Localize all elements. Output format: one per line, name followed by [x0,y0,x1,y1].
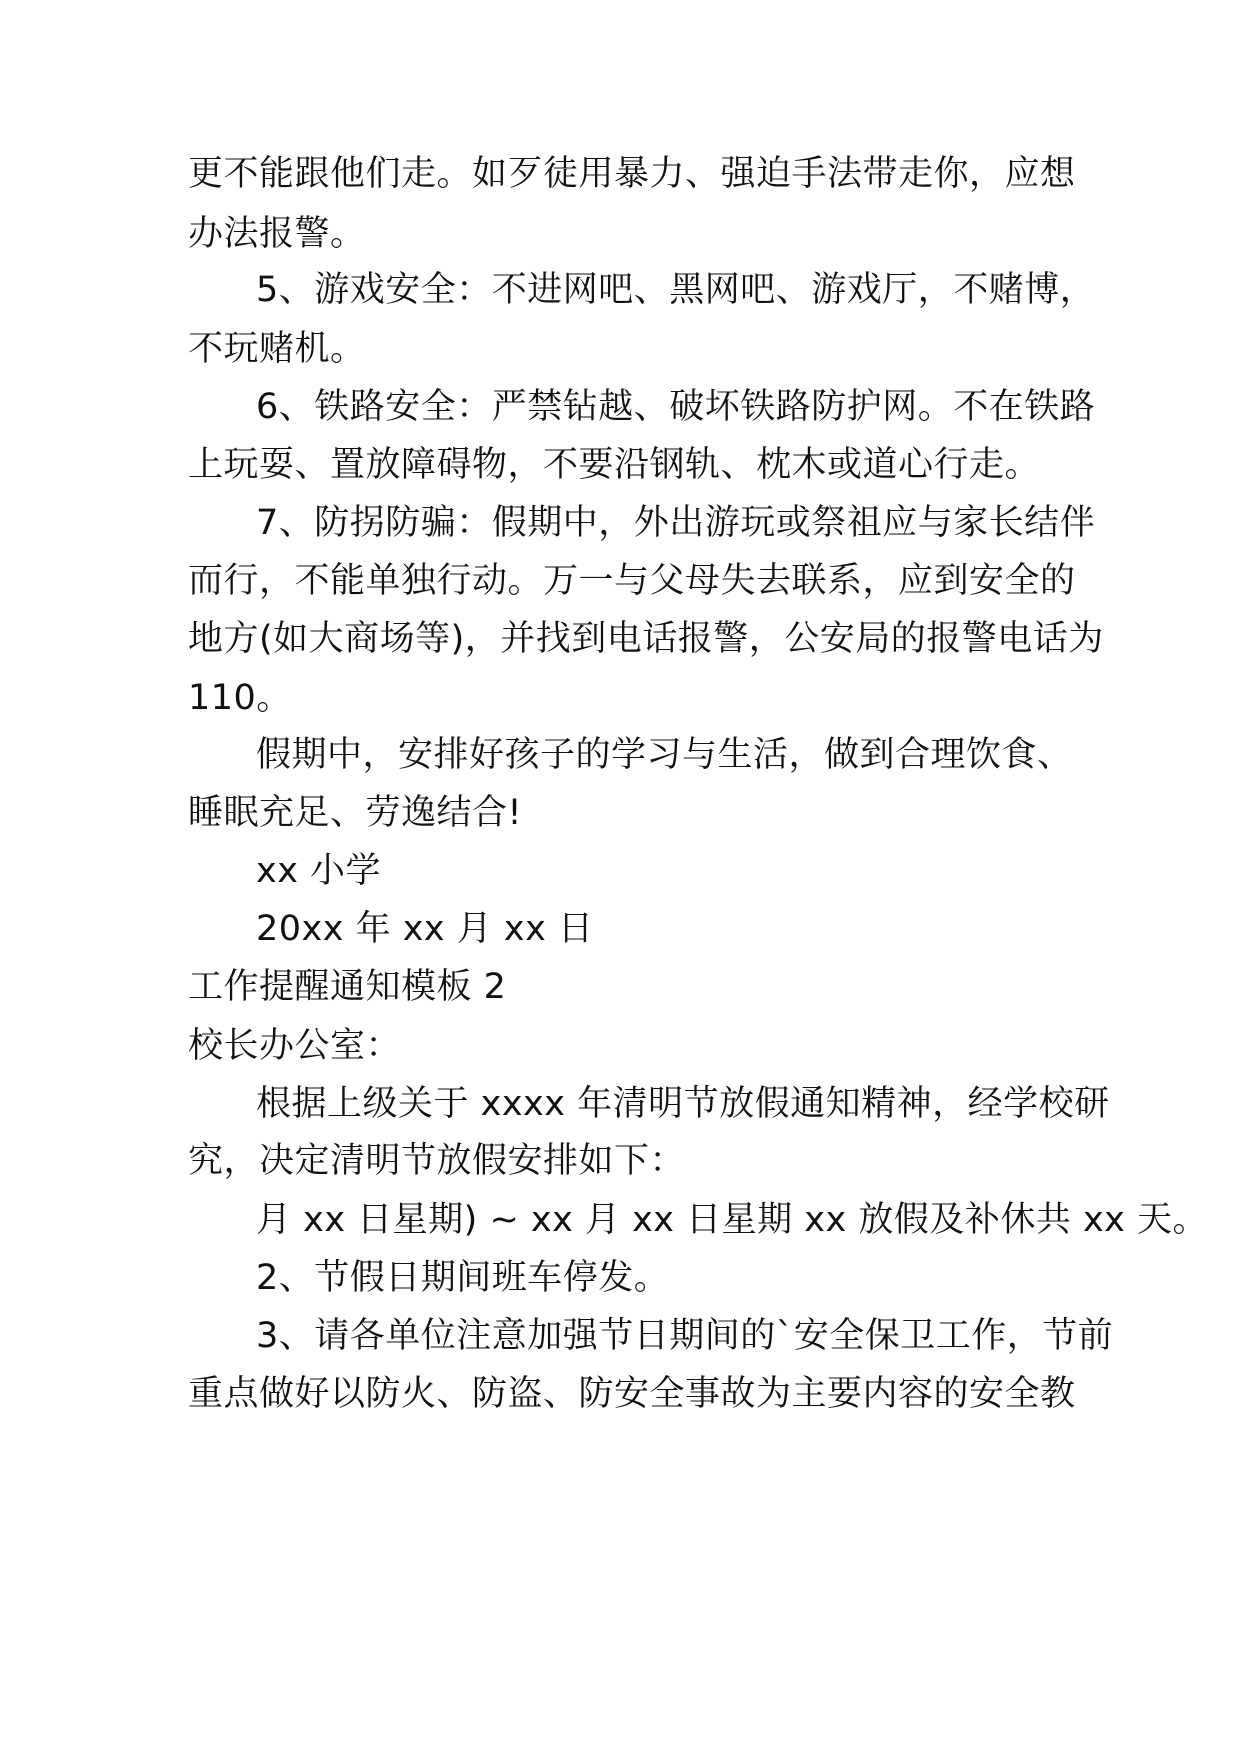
text-line: 110。 [188,678,292,718]
text-line: 6、铁路安全：严禁钻越、破坏铁路防护网。不在铁路 [256,387,1096,427]
text-line: 根据上级关于 xxxx 年清明节放假通知精神，经学校研 [256,1084,1110,1124]
text-line: 上玩耍、置放障碍物，不要沿钢轨、枕木或道心行走。 [188,445,1041,485]
signature-date: 20xx 年 xx 月 xx 日 [256,909,594,949]
text-line: 不玩赌机。 [188,329,366,369]
text-line: 月 xx 日星期) ~ xx 月 xx 日星期 xx 放假及补休共 xx 天。 [256,1200,1208,1240]
text-line: 7、防拐防骗：假期中，外出游玩或祭祖应与家长结伴 [256,503,1096,543]
text-line: 究，决定清明节放假安排如下： [188,1141,686,1181]
text-line: 5、游戏安全：不进网吧、黑网吧、游戏厅，不赌博， [256,270,1096,310]
signature-school: xx 小学 [256,851,382,891]
text-line: 2、节假日期间班车停发。 [256,1258,670,1298]
section-title: 工作提醒通知模板 2 [188,967,507,1007]
text-line: 而行，不能单独行动。万一与父母失去联系，应到安全的 [188,561,1076,601]
addressee: 校长办公室： [188,1026,402,1066]
text-line: 睡眠充足、劳逸结合! [188,793,523,833]
text-line: 地方(如大商场等)，并找到电话报警，公安局的报警电话为 [188,619,1104,659]
text-line: 假期中，安排好孩子的学习与生活，做到合理饮食、 [256,735,1073,775]
text-line: 更不能跟他们走。如歹徒用暴力、强迫手法带走你，应想 [188,154,1076,194]
text-line: 3、请各单位注意加强节日期间的`安全保卫工作，节前 [256,1316,1114,1356]
text-line: 办法报警。 [188,214,366,254]
text-line: 重点做好以防火、防盗、防安全事故为主要内容的安全教 [188,1374,1076,1414]
